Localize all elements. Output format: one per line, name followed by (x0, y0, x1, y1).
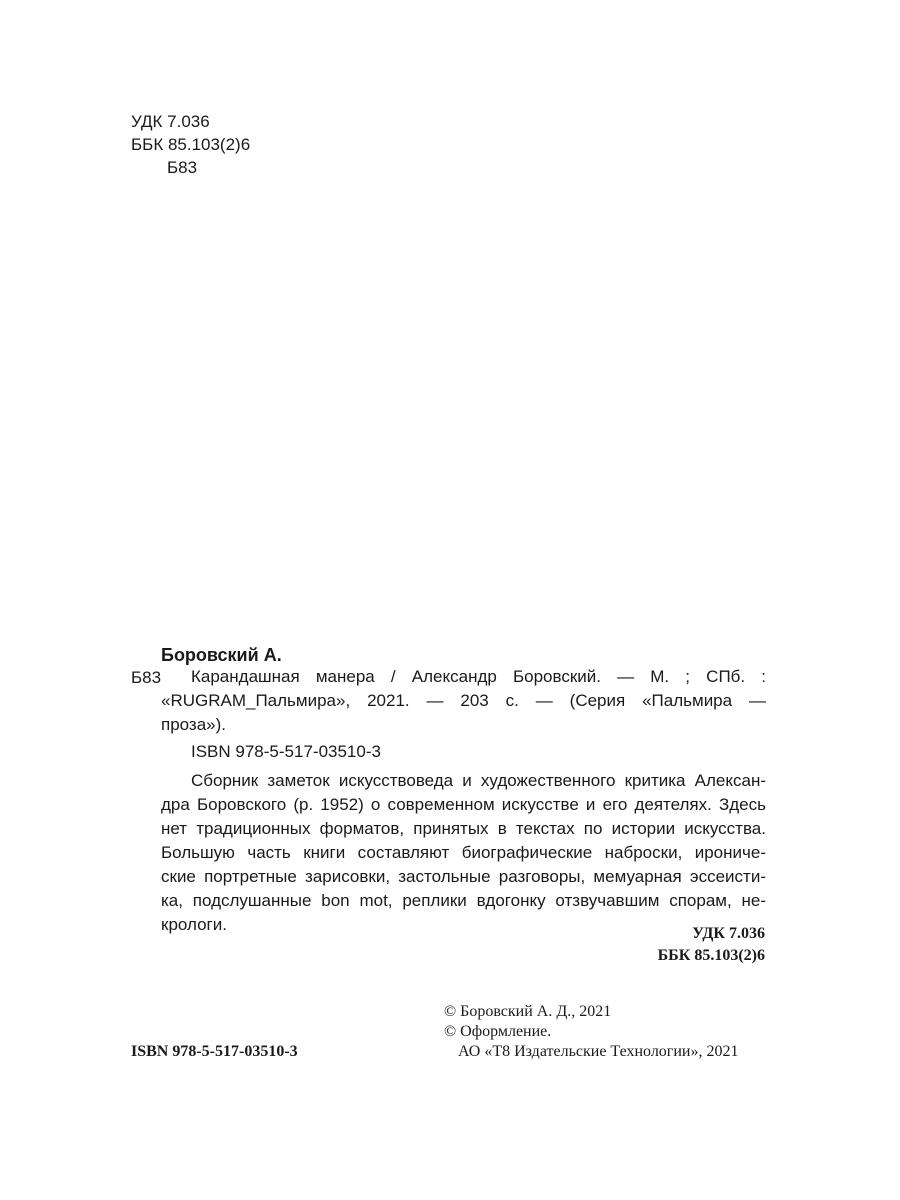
annotation-line: Большую часть книги составляют биографические наброски, ирониче- (161, 843, 766, 862)
title-line: проза»). (161, 715, 227, 734)
bbk-top: ББК 85.103(2)6 (131, 135, 251, 154)
annotation-line: нет традиционных форматов, принятых в текстах по истории искусства. (161, 819, 766, 838)
bbk-record: ББК 85.103(2)6 (657, 947, 765, 964)
copyright-design: © Оформление. (444, 1023, 552, 1040)
annotation (161, 769, 766, 937)
annotation-line: ские портретные зарисовки, застольные разговоры, мемуарная эссеисти- (161, 867, 766, 886)
title-line: Карандашная манера / Александр Боровский. — М. ; СПб. : (191, 667, 766, 686)
udk-record: УДК 7.036 (692, 925, 765, 942)
author-mark: Б83 (131, 668, 162, 687)
annotation-line: ка, подслушанные bon mot, реплики вдогонку отзвучавшим спорам, не- (161, 891, 766, 910)
isbn-record: ISBN 978-5-517-03510-3 (191, 742, 381, 761)
author-heading: Боровский А. (161, 645, 282, 665)
author-mark-top: Б83 (167, 158, 198, 177)
copyright-publisher: АО «Т8 Издательские Технологии», 2021 (458, 1043, 739, 1060)
udk-top: УДК 7.036 (131, 112, 210, 131)
annotation-line: крологи. (161, 915, 227, 934)
annotation-line: дра Боровского (р. 1952) о современном искусстве и его деятелях. Здесь (161, 795, 766, 814)
title-description (161, 665, 766, 737)
copyright-author: © Боровский А. Д., 2021 (444, 1003, 612, 1020)
title-line: «RUGRAM_Пальмира», 2021. — 203 с. — (Серия «Пальмира — (161, 691, 766, 710)
isbn-bottom: ISBN 978-5-517-03510-3 (131, 1043, 298, 1060)
annotation-line: Сборник заметок искусствоведа и художественного критика Алексан- (191, 771, 766, 790)
